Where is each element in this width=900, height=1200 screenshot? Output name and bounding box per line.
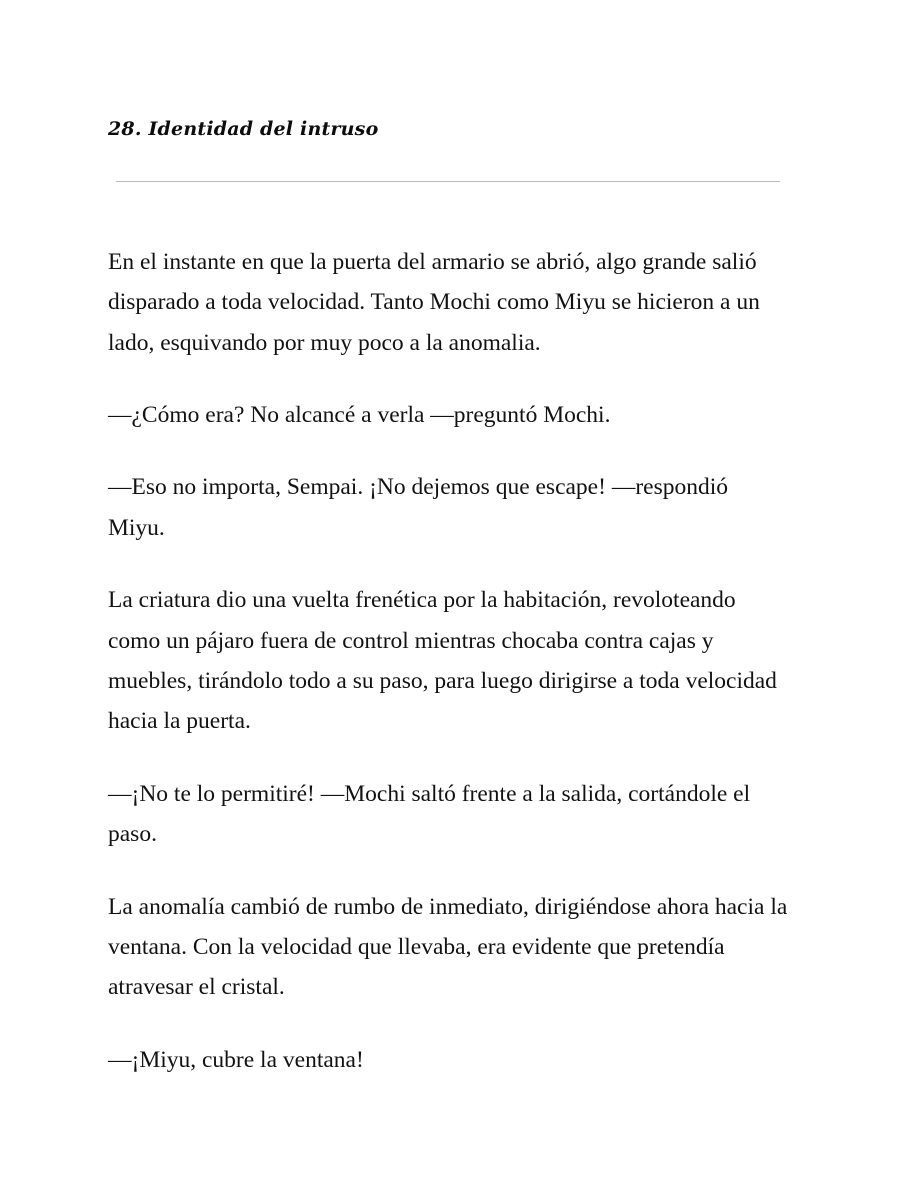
chapter-body [108,242,788,1081]
paragraph: La anomalía cambió de rumbo de inmediato, dirigiéndose ahora hacia la ventana. Con la velocidad que llevaba, era evidente que pretendía atravesar el cristal. [108,893,788,1001]
title-divider [116,181,780,182]
paragraph: —¡No te lo permitiré! —Mochi saltó frente a la salida, cortándole el paso. [108,780,751,848]
paragraph: —Eso no importa, Sempai. ¡No dejemos que escape! —respondió Miyu. [108,474,728,541]
paragraph: La criatura dio una vuelta frenética por la habitación, revoloteando como un pájaro fuera de control mientras chocaba contra cajas y muebles, tirándolo todo a su paso, para luego dirigirse a toda velocidad hacia la puerta. [108,587,777,735]
paragraph: —¡Miyu, cubre la ventana! [108,1046,364,1073]
paragraph: —¿Cómo era? No alcancé a verla —preguntó Mochi. [108,402,611,429]
paragraph: En el instante en que la puerta del armario se abrió, algo grande salió disparado a toda velocidad. Tanto Mochi como Miyu se hicieron a un lado, esquivando por muy poco a la anomalia. [108,248,760,356]
chapter-title: 28. Identidad del intruso [108,118,379,140]
